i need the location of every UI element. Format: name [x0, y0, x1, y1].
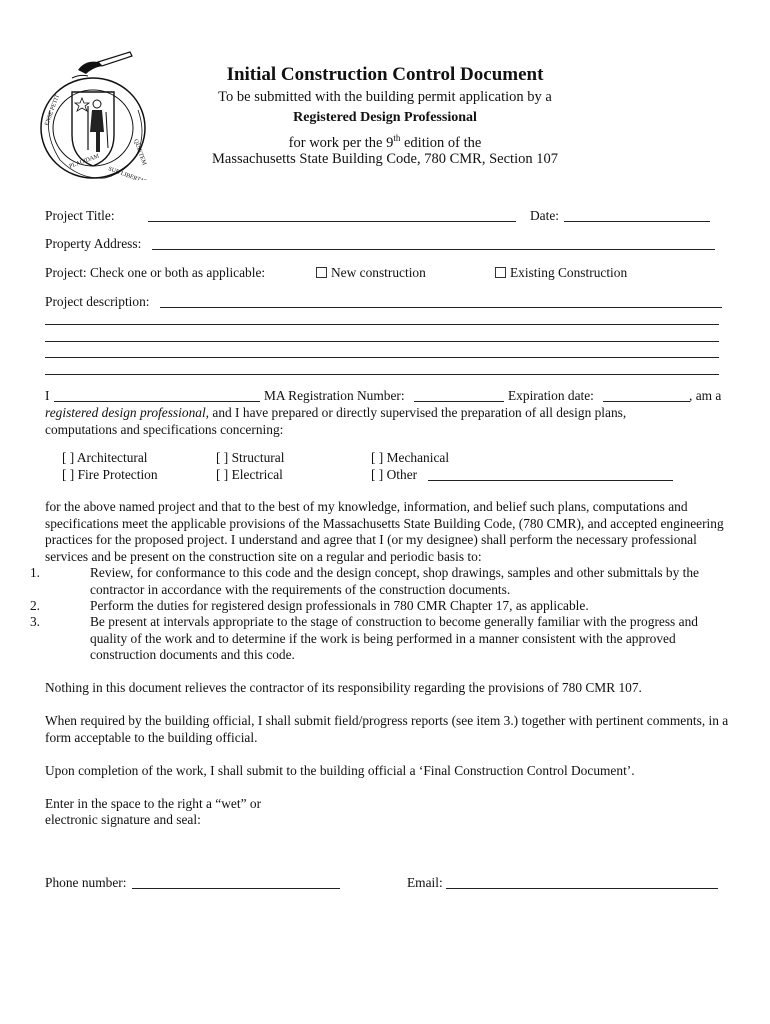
existing-construction-option[interactable] — [495, 265, 627, 281]
list-item: 3. Be present at intervals appropriate to the stage of construction to become generally familiar with the progress and quality of the work and to determine if the work is being performed in a manner consistent with the approved construction documents and this code. — [29, 614, 698, 662]
other-option[interactable]: [ ] Other — [371, 467, 418, 482]
architectural-option[interactable]: [ ] Architectural — [62, 450, 148, 465]
date-field[interactable] — [564, 221, 710, 222]
ma-registration-label: MA Registration Number: — [264, 388, 405, 403]
signature-seal-area[interactable] — [330, 800, 710, 860]
expiration-date-field[interactable] — [603, 401, 690, 402]
svg-text:ENSE PETIT: ENSE PETIT — [44, 93, 62, 127]
project-description-line-4[interactable] — [45, 357, 719, 358]
list-item: 2. Perform the duties for registered design professionals in 780 CMR Chapter 17, as applicable. — [29, 598, 589, 613]
project-description-line-5[interactable] — [45, 374, 719, 375]
date-label: Date: — [530, 208, 559, 223]
contractor-paragraph: Nothing in this document relieves the contractor of its responsibility regarding the provisions of 780 CMR 107. — [45, 680, 642, 695]
electrical-option[interactable]: [ ] Electrical — [216, 467, 283, 482]
list-item: 1. Review, for conformance to this code and the design concept, shop drawings, samples and other submittals by the contractor in accordance with the requirements of the construction documents. — [29, 565, 699, 597]
property-address-label: Property Address: — [45, 236, 142, 251]
svg-text:PLACIDAM: PLACIDAM — [68, 153, 101, 170]
header-line-1: To be submitted with the building permit application by a — [218, 89, 552, 105]
existing-construction-label: Existing Construction — [510, 265, 628, 280]
ma-registration-field[interactable] — [414, 401, 504, 402]
project-title-field[interactable] — [148, 221, 516, 222]
declaration-line-3: computations and specifications concerning: — [45, 422, 284, 437]
declaration-line-2: registered design professional, and I have prepared or directly supervised the preparation of all design plans, — [45, 405, 627, 420]
document-title: Initial Construction Control Document — [226, 64, 544, 85]
name-field[interactable] — [54, 401, 260, 402]
svg-text:SUB LIBERTATE: SUB LIBERTATE — [107, 166, 152, 180]
fire-protection-option[interactable]: [ ] Fire Protection — [62, 467, 158, 482]
project-description-line-2[interactable] — [45, 324, 719, 325]
new-construction-label: New construction — [331, 265, 426, 280]
svg-text:QUIETEM: QUIETEM — [132, 138, 147, 167]
project-title-label: Project Title: — [45, 208, 115, 223]
header-line-4: Massachusetts State Building Code, 780 CMR, Section 107 — [212, 151, 558, 167]
massachusetts-seal — [30, 40, 155, 180]
declaration-i: I — [45, 388, 50, 403]
existing-construction-checkbox[interactable] — [495, 267, 506, 278]
signature-instruction-2: electronic signature and seal: — [45, 812, 201, 827]
mechanical-option[interactable]: [ ] Mechanical — [371, 450, 450, 465]
project-description-label: Project description: — [45, 294, 150, 309]
am-a-text: , am a — [689, 388, 722, 403]
header-line-2: Registered Design Professional — [293, 110, 477, 125]
project-description-line-3[interactable] — [45, 341, 719, 342]
new-construction-option[interactable] — [316, 265, 426, 281]
property-address-field[interactable] — [152, 249, 715, 250]
other-field[interactable] — [428, 480, 673, 481]
header-line-3: for work per the 9th edition of the — [288, 133, 482, 151]
new-construction-checkbox[interactable] — [316, 267, 327, 278]
project-description-line-1[interactable] — [160, 307, 722, 308]
reports-paragraph: When required by the building official, I shall submit field/progress reports (see item 3.) together with pertinent comments, in a form acceptable to the building official. — [45, 713, 729, 745]
phone-field[interactable] — [132, 888, 340, 889]
structural-option[interactable]: [ ] Structural — [216, 450, 285, 465]
email-field[interactable] — [446, 888, 718, 889]
expiration-date-label: Expiration date: — [508, 388, 594, 403]
phone-label: Phone number: — [45, 875, 127, 890]
signature-instruction-1: Enter in the space to the right a “wet” or — [45, 796, 262, 811]
email-label: Email: — [407, 875, 443, 890]
responsibility-paragraph: for the above named project and that to the best of my knowledge, information, and belief such plans, computations and specifications meet the applicable provisions of the Massachusetts State Building Code, (780 CMR), and accepted engineering practices for the proposed project. I understand and agree that I (or my designee) shall perform the necessary professional services and be present on the construction site on a regular and periodic basis to: — [45, 499, 724, 564]
project-check-label: Project: Check one or both as applicable: — [45, 265, 266, 280]
completion-paragraph: Upon completion of the work, I shall submit to the building official a ‘Final Construction Control Document’. — [45, 763, 635, 778]
